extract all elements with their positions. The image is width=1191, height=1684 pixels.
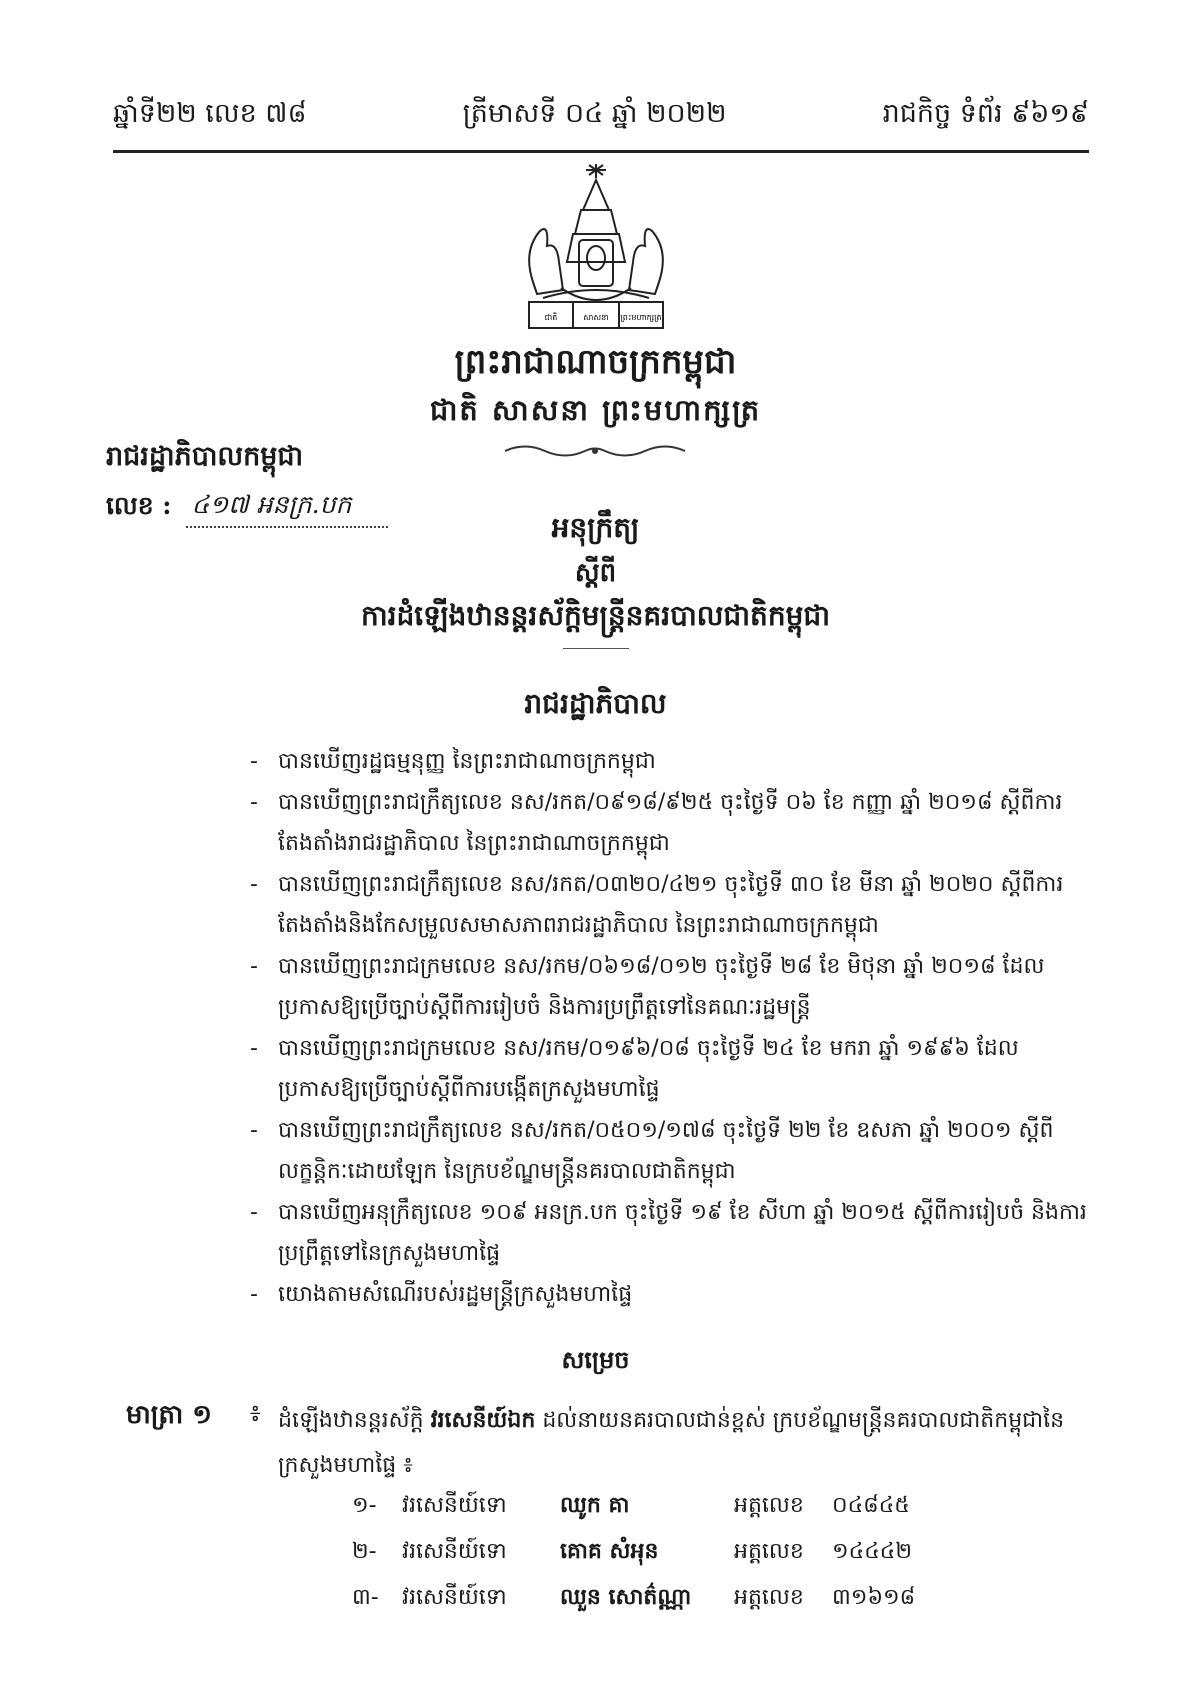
officer-id: ០៤៨៤៥ [832,1493,910,1518]
title-divider [563,648,629,649]
gazette-page: រាជកិច្ច ទំព័រ ៩៦១៩ [882,98,1089,129]
svg-text:សាសនា: សាសនា [583,313,609,322]
consideration-item: - បានឃើញព្រះរាជក្រឹត្យលេខ នស/រកត/០៥០១/១៧៨ ចុះថ្ងៃទី ២២ ខែ ឧសភា ឆ្នាំ ២០០១ ស្តីពីលក្ខន្តិកៈដោយឡែក នៃក្របខ័ណ្ឌមន្ត្រីនគរបាលជាតិកម្ពុជា [250,1110,1095,1192]
article-colon: ៖ [250,1399,261,1427]
officer-name: ឈូក គា [560,1492,630,1518]
document-about: ស្តីពី [574,558,617,588]
kingdom-motto: ជាតិ សាសនា ព្រះមហាក្សត្រ [429,393,762,427]
officer-index: ២- [352,1539,377,1564]
decision-heading: សម្រេច [561,1345,630,1374]
article-rank: វរសេនីយ៍ឯក [430,1407,536,1433]
gazette-header [113,88,1089,136]
issuer-name: រាជរដ្ឋាភិបាលកម្ពុជា [106,441,304,472]
officer-index: ១- [352,1493,377,1518]
consideration-item: - បានឃើញព្រះរាជក្រមលេខ នស/រកម/០៦១៨/០១២ ចុះថ្ងៃទី ២៨ ខែ មិថុនា ឆ្នាំ ២០១៨ ដែលប្រកាសឱ្យប្រើច្បាប់ស្តីពីការរៀបចំ និងការប្រព្រឹត្តទៅនៃគណៈរដ្ឋមន្ត្រី [250,946,1095,1028]
gazette-issue: ឆ្នាំទី២២ លេខ ៧៨ [113,98,307,129]
officer-id-label: អត្តលេខ [734,1493,804,1518]
ornament-divider-icon [495,440,695,462]
consideration-item: - យោងតាមសំណើរបស់រដ្ឋមន្ត្រីក្រសួងមហាផ្ទៃ [250,1274,1095,1315]
article-text-before: ដំឡើងឋានន្តរស័ក្តិ [278,1408,424,1433]
officer-id-label: អត្តលេខ [734,1539,804,1564]
consideration-item: - បានឃើញព្រះរាជក្រឹត្យលេខ នស/រកត/០៩១៨/៩២៥ ចុះថ្ងៃទី ០៦ ខែ កញ្ញា ឆ្នាំ ២០១៨ ស្តីពីការតែងតាំងរាជរដ្ឋាភិបាល នៃព្រះរាជាណាចក្រកម្ពុជា [250,782,1095,864]
svg-text:ព្រះមហាក្សត្រ: ព្រះមហាក្សត្រ [620,313,662,322]
considerations-list [250,741,1095,1315]
consideration-item: - បានឃើញព្រះរាជក្រឹត្យលេខ នស/រកត/០៣២០/៤២១ ចុះថ្ងៃទី ៣០ ខែ មីនា ឆ្នាំ ២០២០ ស្តីពីការតែងតាំងនិងកែសម្រួលសមាសភាពរាជរដ្ឋាភិបាល នៃព្រះរាជាណាចក្រកម្ពុជា [250,864,1095,946]
officer-row [352,1530,952,1576]
officer-name: គោគ សំអុន [560,1538,659,1564]
officer-row [352,1484,952,1530]
officer-rank: វរសេនីយ៍ទោ [402,1585,507,1610]
royal-coat-of-arms-icon [503,162,689,337]
consideration-item: - បានឃើញរដ្ឋធម្មនុញ្ញ នៃព្រះរាជាណាចក្រកម្ពុជា [250,741,1095,782]
article-text-after: ដល់នាយនគរបាលជាន់ខ្ពស់ ក្របខ័ណ្ឌមន្ត្រីនគរបាលជាតិកម្ពុជានៃក្រសួងមហាផ្ទៃ ៖ [278,1408,1065,1478]
kingdom-title: ព្រះរាជាណាចក្រកម្ពុជា [454,342,737,382]
officer-id-label: អត្តលេខ [734,1585,804,1610]
document-type: អនុក្រឹត្យ [551,511,640,544]
article-text [278,1398,1093,1488]
consideration-item: - បានឃើញអនុក្រឹត្យលេខ ១០៩ អនក្រ.បក ចុះថ្ងៃទី ១៩ ខែ សីហា ឆ្នាំ ២០១៥ ស្តីពីការរៀបចំ និងការប្រព្រឹត្តទៅនៃក្រសួងមហាផ្ទៃ [250,1192,1095,1274]
article-label: មាត្រា ១ [126,1400,212,1430]
officer-id: ១៤៤៤២ [832,1539,913,1564]
officer-rank: វរសេនីយ៍ទោ [402,1493,507,1518]
officer-index: ៣- [352,1585,379,1610]
reference-number: ៤១៧ អនក្រ.បក [186,490,388,528]
header-divider [113,150,1089,153]
officers-list [352,1484,952,1622]
officer-row [352,1576,952,1622]
officer-name: ឈួន សោត៌ណ្ណា [560,1584,692,1610]
reference-label: លេខ : [106,491,172,520]
consideration-item: - បានឃើញព្រះរាជក្រមលេខ នស/រកម/០១៩៦/០៨ ចុះថ្ងៃទី ២៤ ខែ មករា ឆ្នាំ ១៩៩៦ ដែលប្រកាសឱ្យប្រើច្បាប់ស្តីពីការបង្កើតក្រសួងមហាផ្ទៃ [250,1028,1095,1110]
officer-rank: វរសេនីយ៍ទោ [402,1539,507,1564]
svg-text:ជាតិ: ជាតិ [544,313,558,322]
body-heading: រាជរដ្ឋាភិបាល [524,687,667,720]
officer-id: ៣១៦១៨ [832,1585,916,1610]
document-subject: ការដំឡើងឋានន្តរស័ក្តិមន្ត្រីនគរបាលជាតិកម្ពុជា [360,599,831,632]
gazette-quarter: ត្រីមាសទី ០៤ ឆ្នាំ ២០២២ [462,98,727,129]
